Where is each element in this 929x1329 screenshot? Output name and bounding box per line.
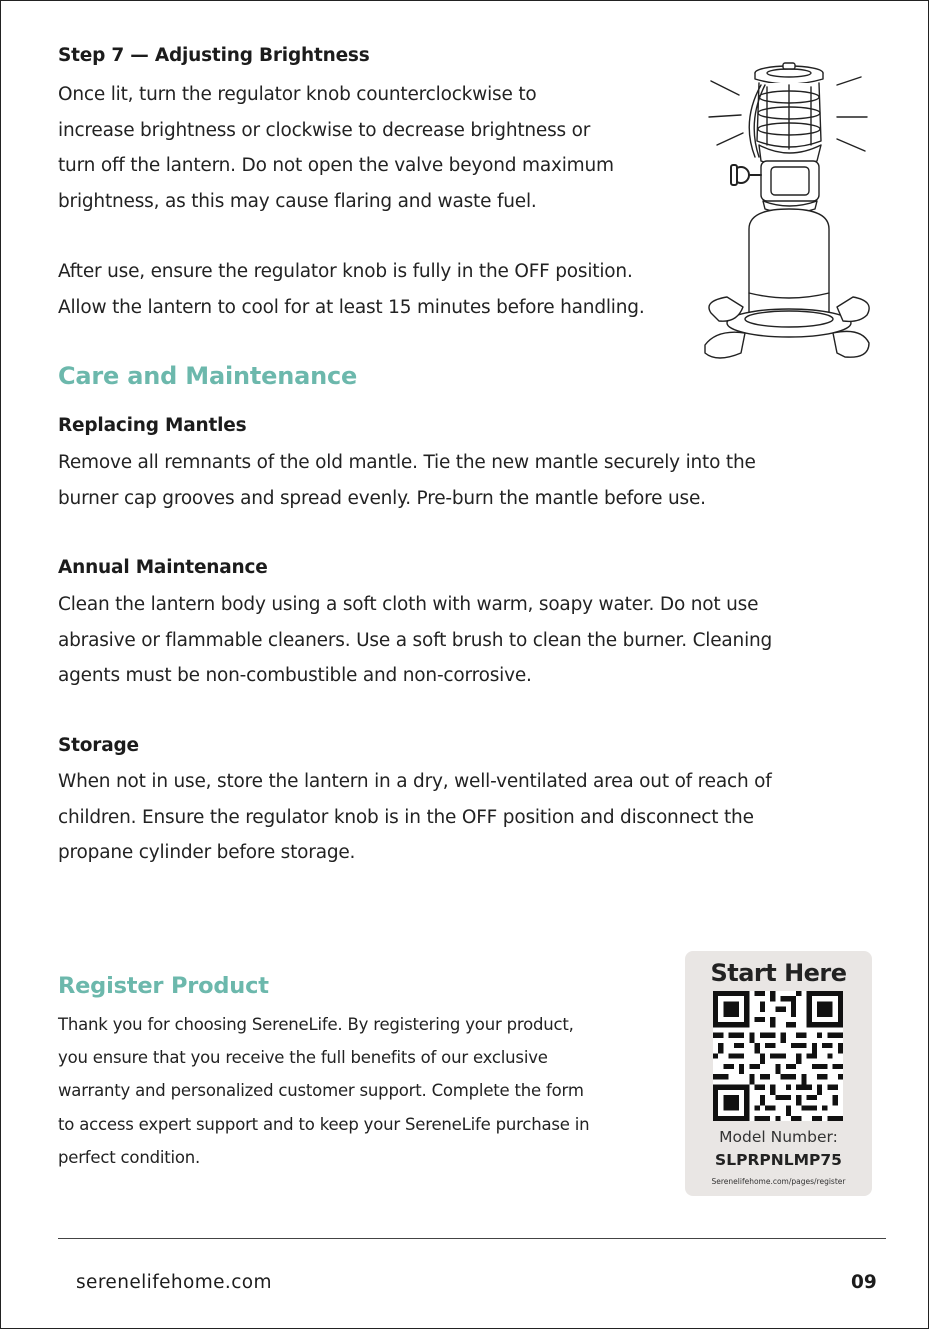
text-line: to access expert support and to keep your SereneLife purchase in bbox=[58, 1114, 590, 1134]
text-line: brightness, as this may cause flaring and waste fuel. bbox=[58, 190, 537, 212]
step-7-paragraph-2 bbox=[58, 254, 645, 325]
text-line: perfect condition. bbox=[58, 1147, 201, 1167]
step-7-paragraph-1 bbox=[58, 77, 614, 219]
footer-website: serenelifehome.com bbox=[76, 1272, 272, 1293]
text-line: Remove all remnants of the old mantle. Tie the new mantle securely into the bbox=[58, 452, 756, 473]
text-line: increase brightness or clockwise to decrease brightness or bbox=[58, 119, 591, 141]
text-line: warranty and personalized customer support. Complete the form bbox=[58, 1081, 584, 1101]
care-maintenance-title: Care and Maintenance bbox=[58, 362, 358, 390]
text-line: propane cylinder before storage. bbox=[58, 842, 356, 864]
text-line: Clean the lantern body using a soft cloth with warm, soapy water. Do not use bbox=[58, 594, 759, 615]
page-number: 09 bbox=[851, 1272, 877, 1293]
register-product-text bbox=[58, 1008, 589, 1174]
model-number-label: Model Number: bbox=[719, 1128, 838, 1146]
qr-card-title: Start Here bbox=[710, 959, 847, 987]
text-line: turn off the lantern. Do not open the valve beyond maximum bbox=[58, 155, 614, 177]
register-product-title: Register Product bbox=[58, 973, 269, 999]
annual-maintenance-heading: Annual Maintenance bbox=[58, 557, 268, 578]
text-line: you ensure that you receive the full benefits of our exclusive bbox=[58, 1048, 548, 1068]
registration-url: Serenelifehome.com/pages/register bbox=[711, 1177, 846, 1186]
model-number-value: SLPRPNLMP75 bbox=[715, 1151, 842, 1169]
qr-code[interactable] bbox=[713, 991, 843, 1121]
replacing-mantles-text bbox=[58, 445, 756, 516]
storage-text bbox=[58, 764, 772, 871]
text-line: abrasive or flammable cleaners. Use a soft brush to clean the burner. Cleaning bbox=[58, 629, 773, 651]
registration-qr-card[interactable] bbox=[685, 951, 872, 1196]
text-line: When not in use, store the lantern in a dry, well-ventilated area out of reach of bbox=[58, 771, 772, 792]
text-line: Once lit, turn the regulator knob counterclockwise to bbox=[58, 84, 537, 105]
annual-maintenance-text bbox=[58, 587, 772, 694]
text-line: After use, ensure the regulator knob is fully in the OFF position. bbox=[58, 261, 633, 282]
step-7-heading: Step 7 — Adjusting Brightness bbox=[58, 45, 370, 66]
text-line: Allow the lantern to cool for at least 15 minutes before handling. bbox=[58, 296, 645, 318]
text-line: children. Ensure the regulator knob is in the OFF position and disconnect the bbox=[58, 806, 754, 828]
text-line: agents must be non-combustible and non-corrosive. bbox=[58, 665, 532, 687]
text-line: Thank you for choosing SereneLife. By registering your product, bbox=[58, 1015, 574, 1034]
lantern-illustration bbox=[697, 61, 873, 369]
storage-heading: Storage bbox=[58, 735, 139, 756]
footer-divider bbox=[58, 1238, 886, 1239]
replacing-mantles-heading: Replacing Mantles bbox=[58, 415, 247, 436]
text-line: burner cap grooves and spread evenly. Pre-burn the mantle before use. bbox=[58, 487, 706, 509]
